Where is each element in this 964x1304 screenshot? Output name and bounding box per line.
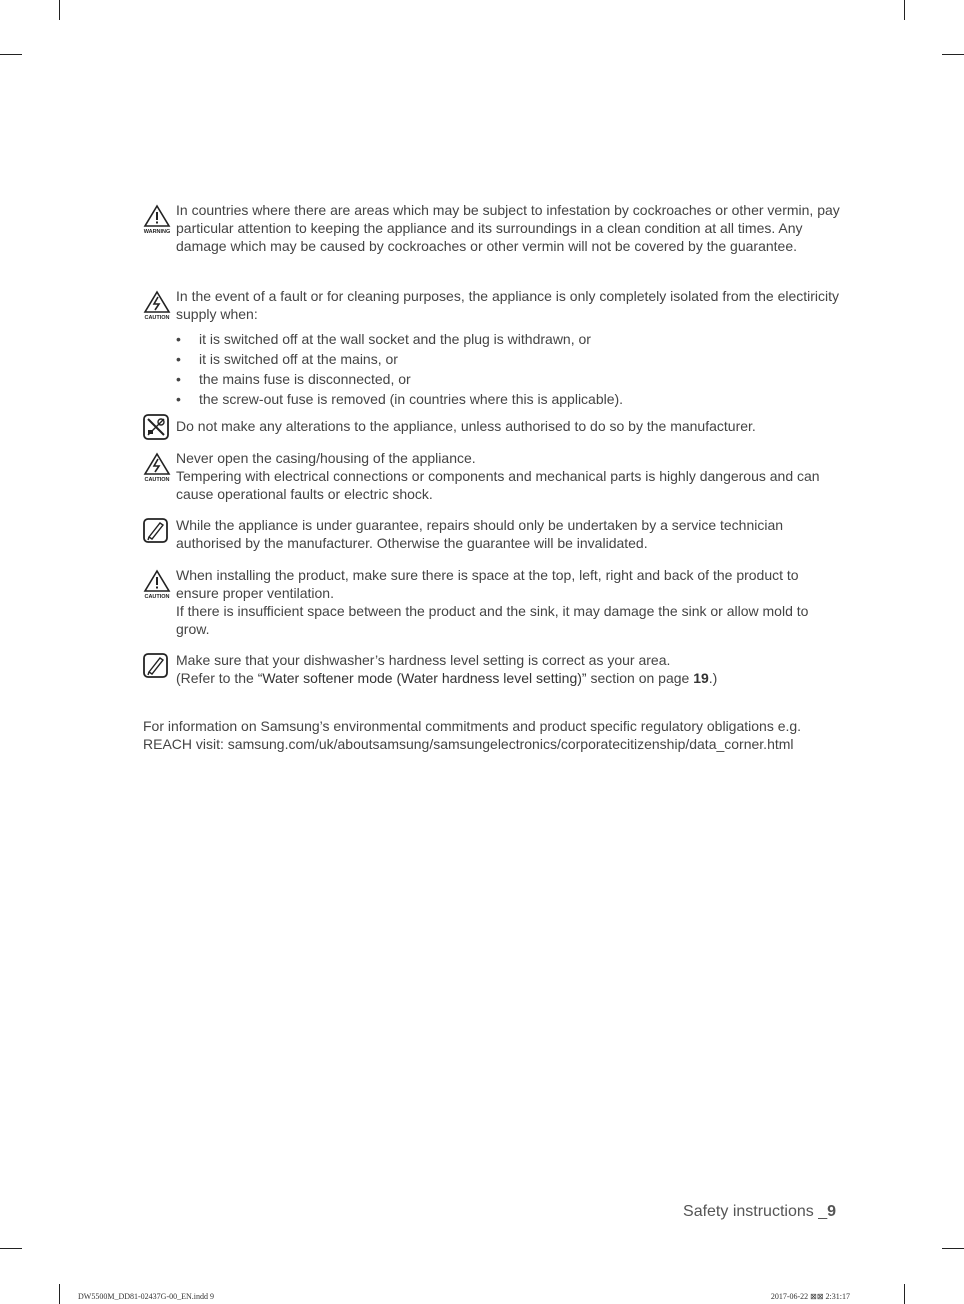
ref-prefix: (Refer to the bbox=[176, 670, 258, 686]
guarantee-repair-text: While the appliance is under guarantee, repairs should only be undertaken by a service technician authorised by the manufacturer. Otherwise the guarantee will be invalidated. bbox=[176, 517, 784, 551]
crop-mark bbox=[904, 1284, 905, 1304]
hardness-setting-line: Make sure that your dishwasher’s hardness level setting is correct as your area. bbox=[176, 652, 671, 668]
no-alterations-text: Do not make any alterations to the appliance, unless authorised to do so by the manufacturer. bbox=[176, 418, 756, 434]
isolation-conditions-list bbox=[176, 329, 843, 409]
page-reference bbox=[176, 669, 843, 687]
warning-text: In countries where there are areas which may be subject to infestation by cockroaches or other vermin, pay particular attention to keeping the appliance and its surroundings in a clean condition at all times. Any damage which may be caused by cockroaches or other vermin will not be covered by the guarantee. bbox=[176, 202, 840, 254]
print-date-info: 2017-06-22 ⊠⊠ 2:31:17 bbox=[770, 1292, 850, 1301]
list-item: • it is switched off at the wall socket and the plug is withdrawn, or bbox=[176, 329, 843, 349]
list-item: • it is switched off at the mains, or bbox=[176, 349, 843, 369]
environment-info-line: For information on Samsung’s environmental commitments and product specific regulatory obligations e.g. bbox=[143, 718, 802, 734]
ref-middle: section on page bbox=[586, 670, 694, 686]
caution-icon bbox=[143, 451, 173, 481]
ref-page-number: 19 bbox=[693, 670, 709, 686]
page-number: 9 bbox=[827, 1203, 836, 1220]
sink-space-line: If there is insufficient space between the product and the sink, it may damage the sink or allow mold to grow. bbox=[176, 603, 809, 637]
crop-mark bbox=[0, 54, 22, 55]
warning-icon-label: WARNING bbox=[143, 229, 171, 233]
casing-warning-line: Never open the casing/housing of the appliance. bbox=[176, 450, 476, 466]
page-footer bbox=[683, 1203, 836, 1221]
note-icon bbox=[143, 518, 173, 548]
ref-suffix: .) bbox=[708, 670, 718, 686]
crop-mark bbox=[942, 1248, 964, 1249]
ref-section-title: “Water softener mode (Water hardness level setting)” bbox=[257, 670, 587, 686]
caution-icon bbox=[143, 289, 173, 319]
caution-icon-label: CAUTION bbox=[144, 315, 170, 319]
environment-info bbox=[143, 717, 843, 753]
crop-mark bbox=[59, 0, 60, 20]
crop-mark bbox=[0, 1248, 22, 1249]
caution-icon bbox=[143, 568, 173, 598]
crop-mark bbox=[942, 54, 964, 55]
caution-icon-label: CAUTION bbox=[144, 477, 170, 481]
caution-text: In the event of a fault or for cleaning purposes, the appliance is only completely isolated from the electiricity supply when: bbox=[176, 288, 840, 322]
section-title: Safety instructions _ bbox=[683, 1203, 828, 1220]
no-disassemble-icon bbox=[143, 414, 173, 444]
print-file-info: DW5500M_DD81-02437G-00_EN.indd 9 bbox=[78, 1292, 214, 1301]
tampering-warning-line: Tempering with electrical connections or components and mechanical parts is highly dangerous and can cause operational faults or electric shock. bbox=[176, 468, 820, 502]
list-item: • the mains fuse is disconnected, or bbox=[176, 369, 843, 389]
caution-icon-label: CAUTION bbox=[144, 594, 170, 598]
crop-mark bbox=[59, 1284, 60, 1304]
warning-icon bbox=[143, 203, 173, 233]
note-icon bbox=[143, 653, 173, 683]
environment-info-url-line: REACH visit: samsung.com/uk/aboutsamsung/samsungelectronics/corporatecitizenship/data_corner.html bbox=[143, 736, 794, 752]
crop-mark bbox=[904, 0, 905, 20]
ventilation-line: When installing the product, make sure there is space at the top, left, right and back of the product to ensure proper ventilation. bbox=[176, 567, 799, 601]
list-item: • the screw-out fuse is removed (in countries where this is applicable). bbox=[176, 389, 843, 409]
